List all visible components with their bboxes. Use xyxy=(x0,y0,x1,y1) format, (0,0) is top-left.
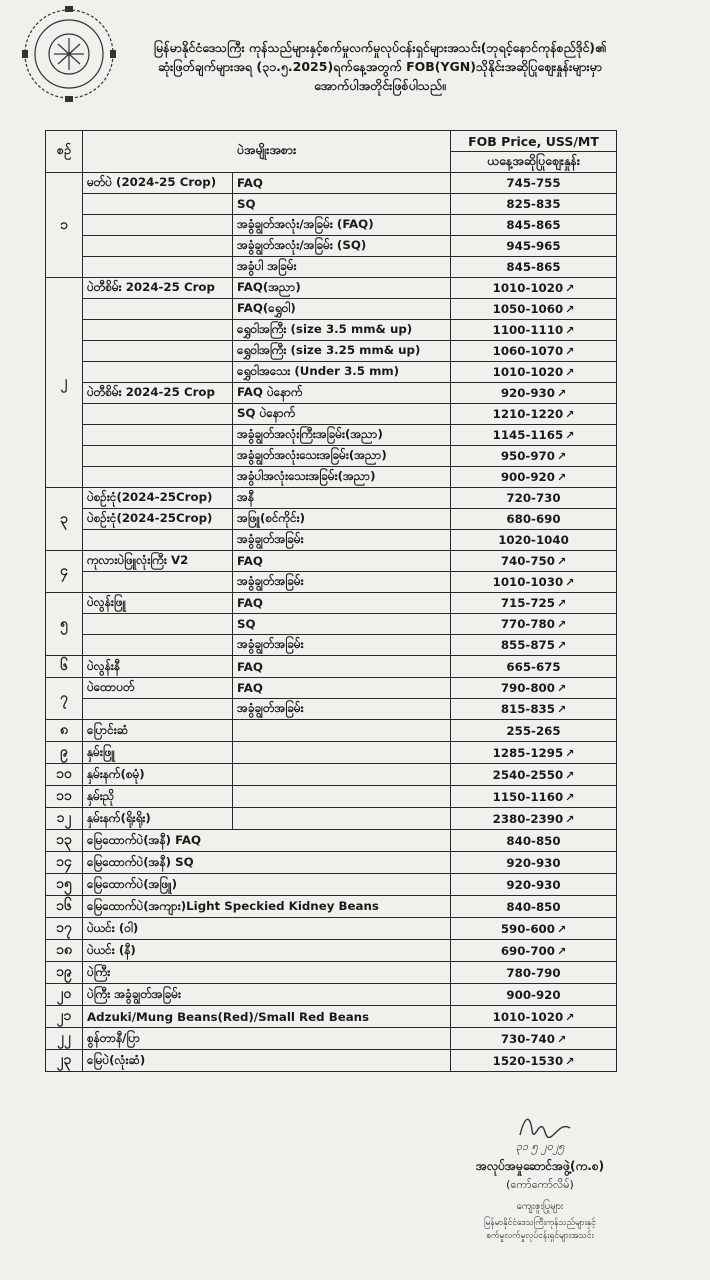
table-row xyxy=(46,852,617,874)
trend-up-arrow-icon: ↗ xyxy=(565,366,575,379)
table-row xyxy=(46,446,617,467)
row-number: ၁၉ xyxy=(46,962,83,984)
price-cell xyxy=(451,940,617,962)
price-value: 2380-2390 xyxy=(492,811,564,826)
header-line-3: အောက်ပါအတိုင်းဖြစ်ပါသည်။ xyxy=(314,78,446,93)
price-cell xyxy=(451,764,617,786)
price-value: 1210-1220 xyxy=(492,407,564,421)
price-cell xyxy=(451,425,617,446)
item-name xyxy=(83,635,233,656)
row-number: ၂၀ xyxy=(46,984,83,1006)
price-cell xyxy=(451,830,617,852)
table-row xyxy=(46,320,617,341)
row-number: ၁၆ xyxy=(46,896,83,918)
item-name xyxy=(83,404,233,425)
item-name: နှမ်းညို xyxy=(83,786,233,808)
trend-up-arrow-icon: ↗ xyxy=(556,922,567,936)
item-grade xyxy=(233,764,451,786)
table-row xyxy=(46,764,617,786)
price-cell xyxy=(451,509,617,530)
price-cell xyxy=(451,593,617,614)
item-name xyxy=(83,425,233,446)
item-grade: အခွံချွတ်အလုံး/အခြမ်း (SQ) xyxy=(233,236,451,257)
item-name: စွန်တာနီ/ပြာ xyxy=(83,1028,451,1050)
signature-scribble-icon xyxy=(510,1110,580,1140)
table-row xyxy=(46,984,617,1006)
row-number: ၁၁ xyxy=(46,786,83,808)
price-value: 855-875 xyxy=(500,638,555,652)
item-grade: FAQ xyxy=(233,678,451,699)
item-name: ပဲတီစိမ်း 2024-25 Crop xyxy=(83,383,233,404)
price-cell xyxy=(451,614,617,635)
price-cell xyxy=(451,320,617,341)
item-name xyxy=(83,362,233,383)
price-value: 1520-1530 xyxy=(492,1053,564,1068)
trend-up-arrow-icon: ↗ xyxy=(556,639,567,652)
row-number: ၂၂ xyxy=(46,1028,83,1050)
item-name xyxy=(83,257,233,278)
signature-on xyxy=(440,1217,640,1243)
signature-date: ၃၁ ၅ ၂၀၂၅ xyxy=(515,1140,565,1153)
row-number: ၄ xyxy=(46,551,83,593)
price-value: 840-850 xyxy=(506,833,561,848)
price-cell xyxy=(451,656,617,678)
price-value: 720-730 xyxy=(506,491,561,505)
price-value: 845-865 xyxy=(506,260,561,274)
row-number: ၁၅ xyxy=(46,874,83,896)
price-cell xyxy=(451,874,617,896)
row-number: ၁၈ xyxy=(46,940,83,962)
price-cell xyxy=(451,236,617,257)
price-cell xyxy=(451,446,617,467)
row-number: ၂၃ xyxy=(46,1050,83,1072)
row-number: ၇ xyxy=(46,678,83,720)
price-cell xyxy=(451,530,617,551)
item-name: Adzuki/Mung Beans(Red)/Small Red Beans xyxy=(83,1006,451,1028)
trend-up-arrow-icon: ↗ xyxy=(565,576,575,589)
item-grade: FAQ xyxy=(233,593,451,614)
item-grade: အခွံချွတ်အခြမ်း xyxy=(233,530,451,551)
price-value: 1050-1060 xyxy=(492,302,564,316)
item-name: မြေထောက်ပဲ(အနီ) FAQ xyxy=(83,830,451,852)
table-row xyxy=(46,488,617,509)
price-value: 745-755 xyxy=(506,176,561,190)
row-number: ၁၄ xyxy=(46,852,83,874)
price-cell xyxy=(451,383,617,404)
row-number: ၆ xyxy=(46,656,83,678)
item-name: နှမ်းဖြူ xyxy=(83,742,233,764)
trend-up-arrow-icon: ↗ xyxy=(565,408,575,421)
table-row xyxy=(46,742,617,764)
price-cell xyxy=(451,551,617,572)
trend-up-arrow-icon: ↗ xyxy=(565,1010,575,1024)
price-value: 1010-1020 xyxy=(492,365,564,379)
price-cell xyxy=(451,215,617,236)
price-value: 790-800 xyxy=(500,681,555,695)
price-value: 780-790 xyxy=(506,965,561,980)
price-cell xyxy=(451,720,617,742)
trend-up-arrow-icon: ↗ xyxy=(556,944,567,958)
price-cell xyxy=(451,278,617,299)
trend-up-arrow-icon: ↗ xyxy=(565,345,575,358)
price-cell xyxy=(451,572,617,593)
item-name xyxy=(83,699,233,720)
price-cell xyxy=(451,194,617,215)
signature-office: အလုပ်အမှုဆောင်အဖွဲ့(က.စ) xyxy=(475,1159,605,1173)
item-grade xyxy=(233,720,451,742)
price-value: 255-265 xyxy=(506,723,561,738)
table-row xyxy=(46,173,617,194)
trend-up-arrow-icon: ↗ xyxy=(565,812,575,826)
price-cell xyxy=(451,984,617,1006)
price-cell xyxy=(451,1028,617,1050)
price-cell xyxy=(451,1006,617,1028)
header-line-2: ဆုံးဖြတ်ချက်များအရ (၃၁.၅.2025)ရက်နေ့အတွက် FOB(YGN)သိုနိုင်းအဆိုပြုဈေးနှုန်းများမှာ xyxy=(158,59,602,74)
price-cell xyxy=(451,962,617,984)
table-row xyxy=(46,720,617,742)
item-grade: SQ xyxy=(233,194,451,215)
price-cell xyxy=(451,467,617,488)
signature-block xyxy=(440,1140,640,1243)
item-grade: ရွှေဝါအသေး (Under 3.5 mm) xyxy=(233,362,451,383)
table-row xyxy=(46,635,617,656)
price-cell xyxy=(451,896,617,918)
item-name: မြေပဲ(လုံးဆံ) xyxy=(83,1050,451,1072)
table-row xyxy=(46,215,617,236)
price-cell xyxy=(451,299,617,320)
table-row xyxy=(46,362,617,383)
trend-up-arrow-icon: ↗ xyxy=(556,682,567,695)
price-value: 1020-1040 xyxy=(498,533,569,547)
trend-up-arrow-icon: ↗ xyxy=(565,429,575,442)
item-name xyxy=(83,299,233,320)
row-number: ၁ xyxy=(46,173,83,278)
table-row xyxy=(46,509,617,530)
price-value: 1010-1030 xyxy=(492,575,564,589)
document-header xyxy=(80,38,680,95)
item-name: မတ်ပဲ (2024-25 Crop) xyxy=(83,173,233,194)
price-value: 920-930 xyxy=(506,855,561,870)
price-cell xyxy=(451,808,617,830)
price-cell xyxy=(451,786,617,808)
item-name: နှမ်းနက်(ရိုးရိုး) xyxy=(83,808,233,830)
header-line-1: မြန်မာနိုင်ငံဒေသကြီး ကုန်သည်များနှင့်စက်မှုလက်မှုလုပ်ငန်းရှင်များအသင်း(ဘုရင့်နောင်ကုန်စည်ဒိုင်)၏ xyxy=(153,40,607,55)
table-row xyxy=(46,383,617,404)
price-value: 740-750 xyxy=(500,554,555,568)
table-row xyxy=(46,940,617,962)
table-row xyxy=(46,593,617,614)
row-number: ၁၇ xyxy=(46,918,83,940)
signature-role: (ကော်ကော်လိမ်) xyxy=(506,1178,574,1191)
table-row xyxy=(46,1006,617,1028)
item-name: ပြောင်းဆံ xyxy=(83,720,233,742)
item-grade: အခွံပါအလုံးသေးအခြမ်း(အညာ) xyxy=(233,467,451,488)
price-value: 1150-1160 xyxy=(492,789,564,804)
item-name: ကုလားပဲဖြူလုံးကြီး V2 xyxy=(83,551,233,572)
price-cell xyxy=(451,362,617,383)
item-name: မြေထောက်ပဲ(အဖြူ) xyxy=(83,874,451,896)
item-grade: အခွံပါ အခြမ်း xyxy=(233,257,451,278)
table-row xyxy=(46,699,617,720)
item-grade: ရွှေဝါအကြီး (size 3.5 mm& up) xyxy=(233,320,451,341)
item-name: မြေထောက်ပဲ(အကျား)Light Speckied Kidney Beans xyxy=(83,896,451,918)
item-name xyxy=(83,446,233,467)
table-row xyxy=(46,808,617,830)
row-number: ၃ xyxy=(46,488,83,551)
item-grade: အခွံချွတ်အခြမ်း xyxy=(233,572,451,593)
item-name xyxy=(83,320,233,341)
item-name xyxy=(83,215,233,236)
table-row xyxy=(46,962,617,984)
item-name: ပဲစဉ်းငုံ(2024-25Crop) xyxy=(83,488,233,509)
item-grade: FAQ xyxy=(233,551,451,572)
item-name xyxy=(83,341,233,362)
item-grade: SQ ပဲနောက် xyxy=(233,404,451,425)
table-row xyxy=(46,341,617,362)
table-row xyxy=(46,874,617,896)
item-grade: FAQ xyxy=(233,173,451,194)
table-row xyxy=(46,299,617,320)
price-value: 730-740 xyxy=(500,1031,555,1046)
price-cell xyxy=(451,1050,617,1072)
table-row xyxy=(46,425,617,446)
item-grade: FAQ(အညာ) xyxy=(233,278,451,299)
table-row xyxy=(46,896,617,918)
row-number: ၁၃ xyxy=(46,830,83,852)
price-value: 845-865 xyxy=(506,218,561,232)
price-value: 1285-1295 xyxy=(492,745,564,760)
table-row xyxy=(46,551,617,572)
price-cell xyxy=(451,404,617,425)
item-name xyxy=(83,614,233,635)
price-table xyxy=(45,130,617,1072)
row-number: ၅ xyxy=(46,593,83,656)
price-value: 920-930 xyxy=(500,386,555,400)
trend-up-arrow-icon: ↗ xyxy=(556,597,567,610)
table-row xyxy=(46,530,617,551)
price-value: 770-780 xyxy=(500,617,555,631)
item-name: ပဲလွန်းဖြူ xyxy=(83,593,233,614)
price-cell xyxy=(451,488,617,509)
item-name: ပဲကြီး အခွံချွတ်အခြမ်း xyxy=(83,984,451,1006)
price-value: 920-930 xyxy=(506,877,561,892)
table-row xyxy=(46,257,617,278)
item-name: ပဲစဉ်းငုံ(2024-25Crop) xyxy=(83,509,233,530)
item-name: ပဲလွန်းနီ xyxy=(83,656,233,678)
price-value: 815-835 xyxy=(500,702,555,716)
price-value: 680-690 xyxy=(506,512,561,526)
signature-on-line-1: မြန်မာနိုင်ငံဒေသကြီးကုန်သည်များနှင့် xyxy=(484,1218,596,1228)
price-value: 1010-1020 xyxy=(492,1009,564,1024)
price-value: 1060-1070 xyxy=(492,344,564,358)
table-row xyxy=(46,918,617,940)
price-cell xyxy=(451,699,617,720)
table-row xyxy=(46,786,617,808)
price-cell xyxy=(451,742,617,764)
item-name: ပဲတီစိမ်း 2024-25 Crop xyxy=(83,278,233,299)
column-header-price-sub: ယနေ့အဆိုပြုဈေးနှုန်း xyxy=(451,152,617,173)
table-row xyxy=(46,1050,617,1072)
column-header-item: ပဲအမျိုးအစား xyxy=(83,131,451,173)
trend-up-arrow-icon: ↗ xyxy=(565,324,575,337)
item-grade: FAQ xyxy=(233,656,451,678)
item-grade xyxy=(233,742,451,764)
item-grade: အခွံချွတ်အလုံးကြီးအခြမ်း(အညာ) xyxy=(233,425,451,446)
item-grade: ရွှေဝါအကြီး (size 3.25 mm& up) xyxy=(233,341,451,362)
item-grade xyxy=(233,786,451,808)
trend-up-arrow-icon: ↗ xyxy=(565,1054,575,1068)
item-name xyxy=(83,467,233,488)
item-grade: SQ xyxy=(233,614,451,635)
table-row xyxy=(46,236,617,257)
trend-up-arrow-icon: ↗ xyxy=(565,282,575,295)
item-name xyxy=(83,194,233,215)
price-value: 825-835 xyxy=(506,197,561,211)
table-row xyxy=(46,278,617,299)
price-value: 900-920 xyxy=(500,470,555,484)
trend-up-arrow-icon: ↗ xyxy=(556,555,567,568)
price-value: 900-920 xyxy=(506,987,561,1002)
item-name xyxy=(83,236,233,257)
trend-up-arrow-icon: ↗ xyxy=(565,790,575,804)
item-name: မြေထောက်ပဲ(အနီ) SQ xyxy=(83,852,451,874)
signature-on-line-2: စက်မှုလက်မှုလုပ်ငန်းရှင်များအသင်း xyxy=(486,1231,594,1241)
trend-up-arrow-icon: ↗ xyxy=(556,703,567,716)
trend-up-arrow-icon: ↗ xyxy=(556,450,567,463)
price-value: 950-970 xyxy=(500,449,555,463)
price-cell xyxy=(451,635,617,656)
table-row xyxy=(46,572,617,593)
table-row xyxy=(46,404,617,425)
price-value: 665-675 xyxy=(506,659,561,674)
table-row xyxy=(46,678,617,699)
item-grade: အခွံချွတ်အခြမ်း xyxy=(233,699,451,720)
item-grade: အခွံချွတ်အလုံး/အခြမ်း (FAQ) xyxy=(233,215,451,236)
column-header-price: FOB Price, USS/MT xyxy=(451,131,617,152)
item-grade: အဖြူ(စင်ကိုင်း) xyxy=(233,509,451,530)
item-grade xyxy=(233,808,451,830)
item-name: ပဲကြီး xyxy=(83,962,451,984)
item-name: နှမ်းနက်(စမုံ) xyxy=(83,764,233,786)
price-value: 840-850 xyxy=(506,899,561,914)
item-grade: FAQ ပဲနောက် xyxy=(233,383,451,404)
trend-up-arrow-icon: ↗ xyxy=(556,618,567,631)
trend-up-arrow-icon: ↗ xyxy=(565,768,575,782)
price-value: 690-700 xyxy=(500,943,555,958)
row-number: ၂၁ xyxy=(46,1006,83,1028)
price-value: 1145-1165 xyxy=(492,428,564,442)
price-cell xyxy=(451,918,617,940)
price-value: 945-965 xyxy=(506,239,561,253)
table-row xyxy=(46,830,617,852)
table-row xyxy=(46,614,617,635)
item-name xyxy=(83,530,233,551)
item-grade: FAQ(ရွှေဝါ) xyxy=(233,299,451,320)
table-row xyxy=(46,656,617,678)
column-header-no: စဉ် xyxy=(46,131,83,173)
price-cell xyxy=(451,257,617,278)
price-cell xyxy=(451,341,617,362)
signature-by: ကျေးဇူးပြုများ xyxy=(516,1201,564,1212)
price-cell xyxy=(451,173,617,194)
item-name: ပဲထောပတ် xyxy=(83,678,233,699)
price-value: 590-600 xyxy=(500,921,555,936)
price-value: 2540-2550 xyxy=(492,767,564,782)
price-value: 715-725 xyxy=(500,596,555,610)
trend-up-arrow-icon: ↗ xyxy=(556,387,567,400)
price-cell xyxy=(451,678,617,699)
trend-up-arrow-icon: ↗ xyxy=(565,303,575,316)
price-value: 1010-1020 xyxy=(492,281,564,295)
row-number: ၁၀ xyxy=(46,764,83,786)
row-number: ၁၂ xyxy=(46,808,83,830)
table-row xyxy=(46,1028,617,1050)
price-value: 1100-1110 xyxy=(492,323,564,337)
row-number: ၂ xyxy=(46,278,83,488)
item-grade: အခွံချွတ်အလုံးသေးအခြမ်း(အညာ) xyxy=(233,446,451,467)
trend-up-arrow-icon: ↗ xyxy=(556,471,567,484)
item-name xyxy=(83,572,233,593)
item-grade: အနီ xyxy=(233,488,451,509)
trend-up-arrow-icon: ↗ xyxy=(565,746,575,760)
price-cell xyxy=(451,852,617,874)
item-name: ပဲယင်း (ဝါ) xyxy=(83,918,451,940)
row-number: ၈ xyxy=(46,720,83,742)
trend-up-arrow-icon: ↗ xyxy=(556,1032,567,1046)
row-number: ၉ xyxy=(46,742,83,764)
table-row xyxy=(46,194,617,215)
item-name: ပဲယင်း (နီ) xyxy=(83,940,451,962)
item-grade: အခွံချွတ်အခြမ်း xyxy=(233,635,451,656)
table-row xyxy=(46,467,617,488)
